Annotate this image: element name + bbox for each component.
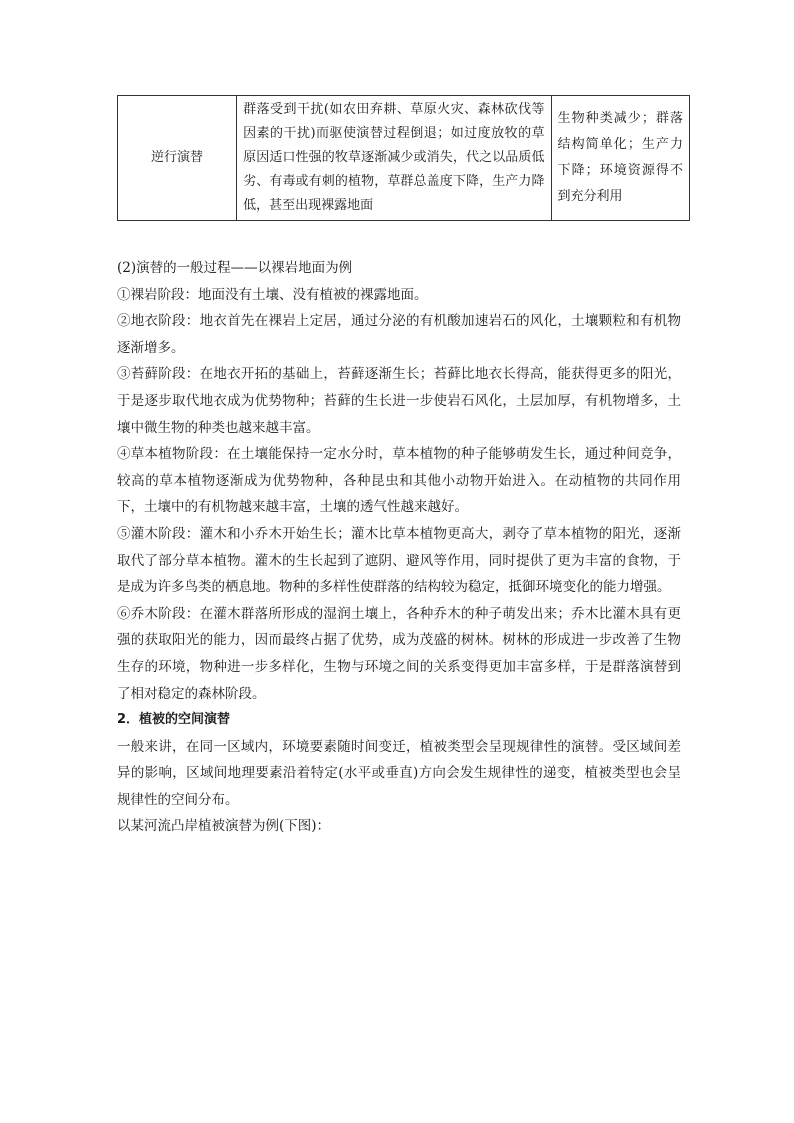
stage-tree: ⑥乔木阶段：在灌木群落所形成的湿润土壤上，各种乔木的种子萌发出来；乔木比灌木具有更强的获取阳光的能力，因而最终占据了优势，成为茂盛的树林。树林的形成进一步改善了生物生存的环境，物种进一步多样化，生物与环境之间的关系变得更加丰富多样，于是群落演替到了相对稳定的森林阶段。	[117, 605, 681, 702]
succession-result-cell: 生物种类减少；群落结构简单化；生产力下降；环境资源得不到充分利用	[551, 96, 689, 221]
stage-shrub: ⑤灌木阶段：灌木和小乔木开始生长；灌木比草本植物更高大，剥夺了草本植物的阳光，逐渐取代了部分草本植物。灌木的生长起到了遮阴、避风等作用，同时提供了更为丰富的食物，于是成为许多鸟类的栖息地。物种的多样性使群落的结构较为稳定，抵御环境变化的能力增强。	[117, 525, 681, 596]
example-paragraph: 以某河流凸岸植被演替为例(下图)：	[117, 818, 331, 835]
process-title: (2)演替的一般过程——以裸岩地面为例	[117, 260, 353, 276]
succession-type-cell: 逆行演替	[118, 96, 237, 221]
section-title-spatial: 2．植被的空间演替	[117, 712, 231, 728]
table-row	[118, 96, 690, 221]
stage-lichen: ②地衣阶段：地衣首先在裸岩上定居，通过分泌的有机酸加速岩石的风化，土壤颗粒和有机物逐渐增多。	[117, 313, 681, 356]
stage-moss: ③苔藓阶段：在地衣开拓的基础上，苔藓逐渐生长；苔藓比地衣长得高，能获得更多的阳光，于是逐步取代地衣成为优势物种；苔藓的生长进一步使岩石风化，土层加厚，有机物增多，土壤中微生物的种类也越来越丰富。	[117, 366, 681, 436]
stage-bare-rock: ①裸岩阶段：地面没有土壤、没有植被的裸露地面。	[117, 286, 428, 303]
spatial-paragraph: 一般来讲，在同一区域内，环境要素随时间变迁，植被类型会呈现规律性的演替。受区域间差异的影响，区域间地理要素沿着特定(水平或垂直)方向会发生规律性的递变，植被类型也会呈规律性的空间分布。	[117, 738, 681, 808]
succession-description-cell: 群落受到干扰(如农田弃耕、草原火灾、森林砍伐等因素的干扰)而驱使演替过程倒退；如过度放牧的草原因适口性强的牧草逐渐减少或消失，代之以品质低劣、有毒或有刺的植物，草群总盖度下降，生产力降低，甚至出现裸露地面	[237, 96, 551, 221]
succession-table	[117, 95, 690, 221]
stage-herb: ④草本植物阶段：在土壤能保持一定水分时，草本植物的种子能够萌发生长，通过种间竞争，较高的草本植物逐渐成为优势物种，各种昆虫和其他小动物开始进入。在动植物的共同作用下，土壤中的有机物越来越丰富，土壤的透气性越来越好。	[117, 446, 681, 516]
body-text	[117, 255, 681, 840]
